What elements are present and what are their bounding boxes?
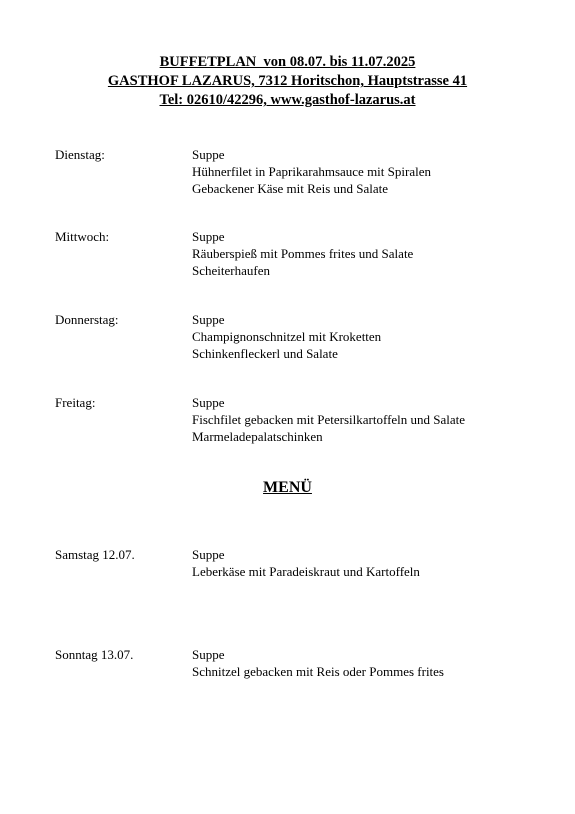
dish-item: Marmeladepalatschinken	[192, 429, 323, 444]
dish-item: Hühnerfilet in Paprikarahmsauce mit Spiralen	[192, 164, 431, 179]
dish-item: Gebackener Käse mit Reis und Salate	[192, 181, 389, 196]
dish-item: Champignonschnitzel mit Kroketten	[192, 329, 382, 344]
dish-list	[192, 646, 562, 680]
header-title: BUFFETPLAN von 08.07. bis 11.07.2025	[159, 54, 416, 70]
day-label: Samstag 12.07.	[55, 547, 135, 562]
day-label: Mittwoch:	[55, 229, 110, 244]
day-label: Donnerstag:	[55, 312, 119, 327]
dish-item: Suppe	[192, 229, 225, 244]
dish-item: Suppe	[192, 312, 225, 327]
dish-item: Suppe	[192, 647, 225, 662]
dish-list	[192, 394, 562, 445]
dish-list	[192, 546, 562, 580]
dish-item: Schinkenfleckerl und Salate	[192, 346, 338, 361]
dish-item: Suppe	[192, 547, 225, 562]
header-address: GASTHOF LAZARUS, 7312 Horitschon, Hauptstrasse 41	[107, 73, 468, 89]
header-contact: Tel: 02610/42296, www.gasthof-lazarus.at	[159, 92, 416, 108]
day-label: Dienstag:	[55, 147, 105, 162]
dish-item: Fischfilet gebacken mit Petersilkartoffeln und Salate	[192, 412, 466, 427]
dish-list	[192, 146, 562, 197]
dish-item: Räuberspieß mit Pommes frites und Salate	[192, 246, 414, 261]
dish-item: Schnitzel gebacken mit Reis oder Pommes frites	[192, 664, 444, 679]
dish-list	[192, 228, 562, 279]
day-label: Sonntag 13.07.	[55, 647, 134, 662]
dish-list	[192, 311, 562, 362]
day-label: Freitag:	[55, 395, 96, 410]
dish-item: Suppe	[192, 147, 225, 162]
dish-item: Leberkäse mit Paradeiskraut und Kartoffeln	[192, 564, 420, 579]
dish-item: Scheiterhaufen	[192, 263, 270, 278]
document-header	[0, 53, 575, 110]
menu-title: MENÜ	[263, 479, 312, 496]
dish-item: Suppe	[192, 395, 225, 410]
